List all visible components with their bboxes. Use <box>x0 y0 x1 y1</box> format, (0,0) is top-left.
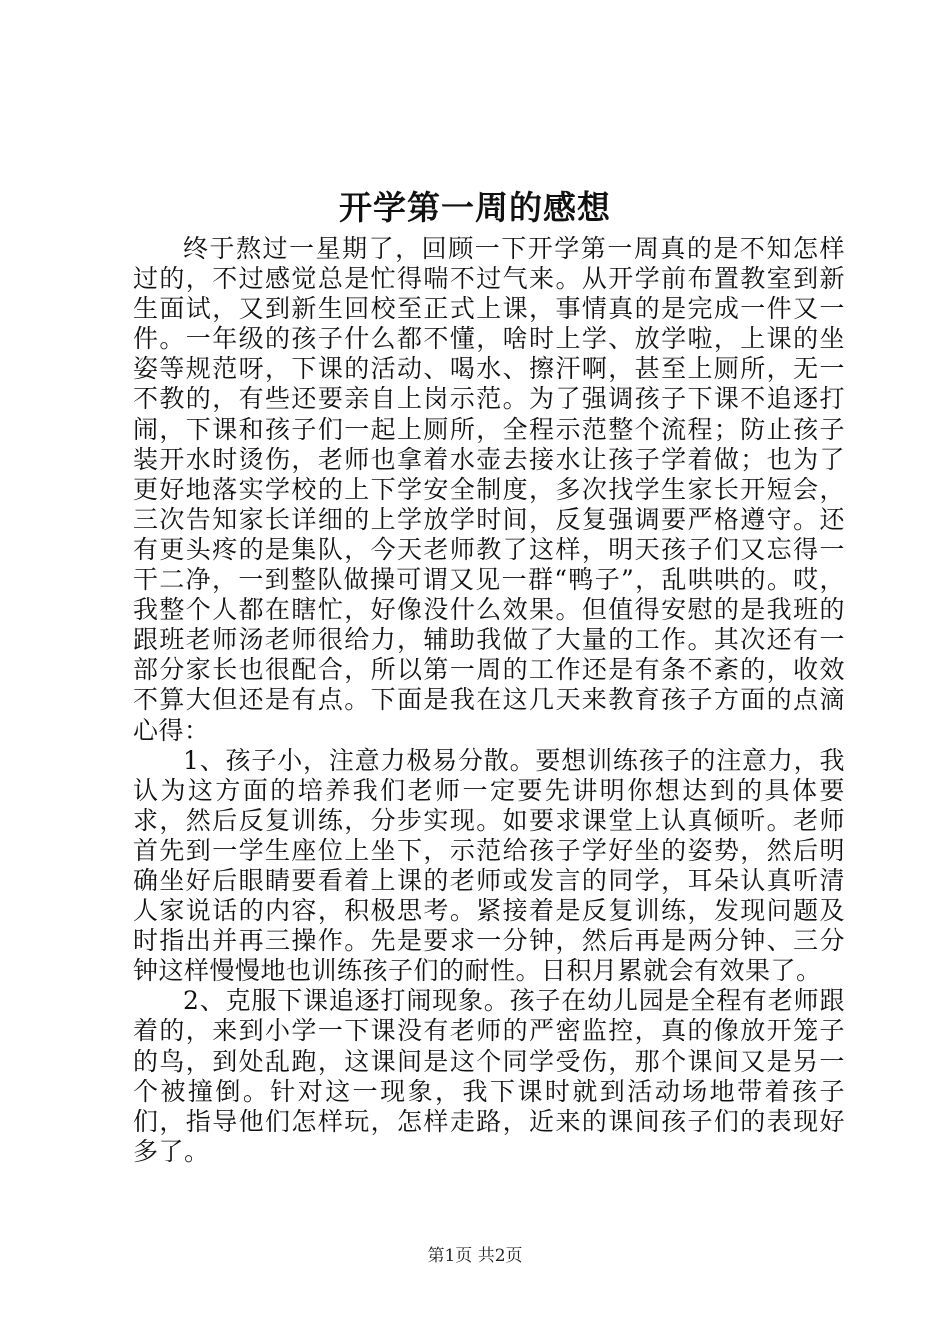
paragraph-intro: 终于熬过一星期了，回顾一下开学第一周真的是不知怎样过的，不过感觉总是忙得喘不过气来。从开学前布置教室到新生面试，又到新生回校至正式上课，事情真的是完成一件又一件。一年级的孩子什么都不懂，啥时上学、放学啦，上课的坐姿等规范呀，下课的活动、喝水、擦汗啊，甚至上厕所，无一不教的，有些还要亲自上岗示范。为了强调孩子下课不追逐打闹，下课和孩子们一起上厕所，全程示范整个流程；防止孩子装开水时烫伤，老师也拿着水壶去接水让孩子学着做；也为了更好地落实学校的上下学安全制度，多次找学生家长开短会，三次告知家长详细的上学放学时间，反复强调要严格遵守。还有更头疼的是集队，今天老师教了这样，明天孩子们又忘得一干二净，一到整队做操可谓又见一群“鸭子”，乱哄哄的。哎，我整个人都在瞎忙，好像没什么效果。但值得安慰的是我班的跟班老师汤老师很给力，辅助我做了大量的工作。其次还有一部分家长也很配合，所以第一周的工作还是有条不紊的，收效不算大但还是有点。下面是我在这几天来教育孩子方面的点滴心得： <box>133 234 845 745</box>
paragraph-point-2: 2、克服下课追逐打闹现象。孩子在幼儿园是全程有老师跟着的，来到小学一下课没有老师的严密监控，真的像放开笼子的鸟，到处乱跑，这课间是这个同学受伤，那个课间又是另一个被撞倒。针对这一现象，我下课时就到活动场地带着孩子们，指导他们怎样玩，怎样走路，近来的课间孩子们的表现好多了。 <box>133 986 845 1166</box>
paragraph-point-1: 1、孩子小，注意力极易分散。要想训练孩子的注意力，我认为这方面的培养我们老师一定要先讲明你想达到的具体要求，然后反复训练，分步实现。如要求课堂上认真倾听。老师首先到一学生座位上坐下，示范给孩子学好坐的姿势，然后明确坐好后眼睛要看着上课的老师或发言的同学，耳朵认真听清人家说话的内容，积极思考。紧接着是反复训练，发现问题及时指出并再三操作。先是要求一分钟，然后再是两分钟、三分钟这样慢慢地也训练孩子们的耐性。日积月累就会有效果了。 <box>133 745 845 986</box>
page-footer: 第1页 共2页 <box>427 1246 523 1266</box>
document-title: 开学第一周的感想 <box>339 188 611 227</box>
document-body <box>133 234 845 1167</box>
